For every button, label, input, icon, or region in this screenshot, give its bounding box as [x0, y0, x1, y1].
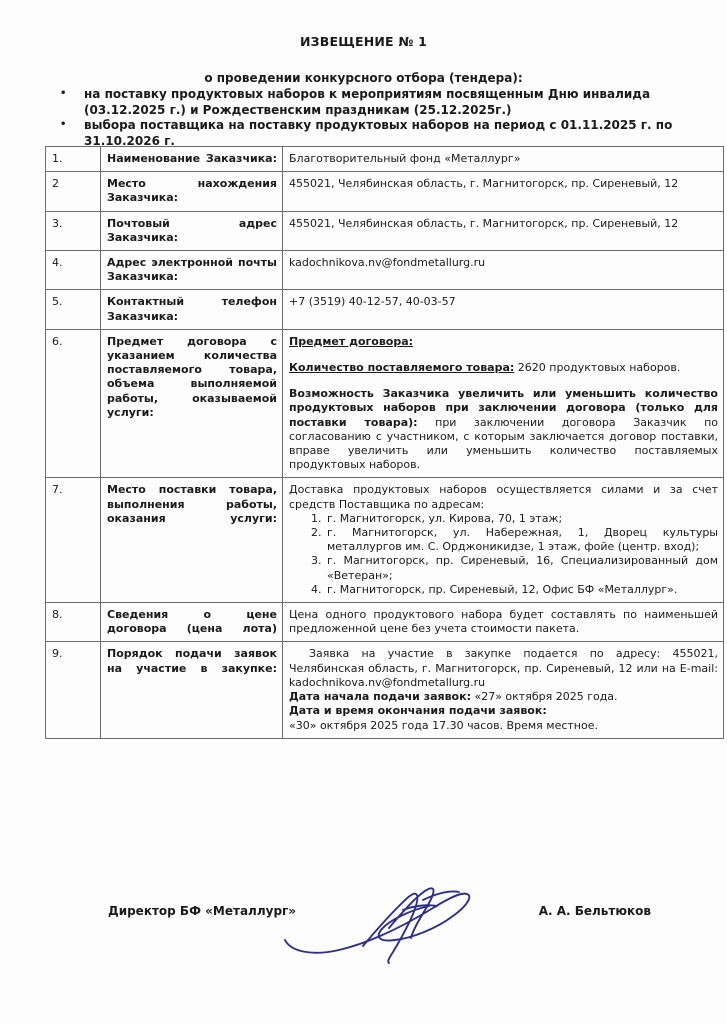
option-heading: Возможность Заказчика увеличить или уменьшить количество продуктовых наборов при заключении договора (только для поставки товара):: [289, 387, 718, 429]
table-row: [46, 172, 724, 211]
list-item: 2. г. Магнитогорск, ул. Набережная, 1, Дворец культуры металлургов им. С. Орджоникидзе, 1 этаж, фойе (центр. вход);: [325, 526, 718, 554]
row-value: Цена одного продуктового набора будет составлять по наименьшей предложенной цене без учета стоимости пакета.: [283, 603, 724, 642]
list-item: 4. г. Магнитогорск, пр. Сиреневый, 12, Офис БФ «Металлург».: [325, 583, 718, 597]
row-value: [283, 642, 724, 738]
delivery-intro: Доставка продуктовых наборов осуществляется силами и за счет средств Поставщика по адресам:: [289, 483, 718, 511]
row-label: Наименование Заказчика:: [101, 147, 283, 172]
quantity-value: 2620 продуктовых наборов.: [514, 361, 681, 375]
page-title: ИЗВЕЩЕНИЕ № 1: [299, 34, 428, 49]
list-item: • выбора поставщика на поставку продуктовых наборов на период с 01.11.2025 г. по 31.10.2026 г.: [70, 118, 687, 149]
row-value: kadochnikova.nv@fondmetallurg.ru: [283, 251, 724, 290]
row-number: 8.: [46, 603, 101, 642]
end-date-label: Дата и время окончания подачи заявок:: [289, 704, 547, 718]
option-text: при заключении договора Заказчик по согласованию с участником, с которым заключается договор поставки, вправе увеличить или уменьшить количество поставляемых продуктовых наборов.: [289, 415, 719, 472]
row-value: [283, 478, 724, 603]
row-value: [283, 329, 724, 478]
row-number: 3.: [46, 211, 101, 250]
row-value: 455021, Челябинская область, г. Магнитогорск, пр. Сиреневый, 12: [283, 211, 724, 250]
table-row: [46, 147, 724, 172]
row-label: Сведения о цене договора (цена лота): [101, 603, 283, 642]
signatory-name: А. А. Бельтюков: [538, 904, 651, 918]
subject-heading: Предмет договора:: [289, 334, 414, 348]
table-row: [46, 642, 724, 738]
row-value: 455021, Челябинская область, г. Магнитогорск, пр. Сиреневый, 12: [283, 172, 724, 211]
row-label: Предмет договора с указанием количества поставляемого товара, объема выполняемой работы, оказываемой услуги:: [101, 329, 283, 478]
row-value: Благотворительный фонд «Металлург»: [283, 147, 724, 172]
application-intro: Заявка на участие в закупке подается по адресу: 455021, Челябинская область, г. Магнитогорск, пр. Сиреневый, 12 или на E-mail: kadochnikova.nv@fondmetallurg.ru: [289, 647, 718, 689]
table-row: [46, 603, 724, 642]
row-label: Место нахождения Заказчика:: [101, 172, 283, 211]
document-subtitle: о проведении конкурсного отбора (тендера):: [204, 71, 523, 85]
notice-details-table: [45, 146, 724, 739]
start-date-label: Дата начала подачи заявок:: [289, 690, 471, 704]
document-bullet-list: [0, 87, 727, 149]
signatory-position: Директор БФ «Металлург»: [108, 904, 297, 918]
signature-block: [45, 898, 687, 938]
start-date-value: «27» октября 2025 года.: [470, 690, 618, 704]
end-date-value: «30» октября 2025 года 17.30 часов. Время местное.: [289, 718, 598, 732]
quantity-heading: Количество поставляемого товара:: [289, 361, 515, 375]
list-item: 3. г. Магнитогорск, пр. Сиреневый, 16, Специализированный дом «Ветеран»;: [325, 554, 718, 582]
row-label: Адрес электронной почты Заказчика:: [101, 251, 283, 290]
spacer: [289, 349, 718, 361]
table-row: [46, 211, 724, 250]
table-row: [46, 290, 724, 329]
row-number: 7.: [46, 478, 101, 603]
row-number: 2: [46, 172, 101, 211]
list-item: 1. г. Магнитогорск, ул. Кирова, 70, 1 этаж;: [325, 512, 718, 526]
row-value: +7 (3519) 40-12-57, 40-03-57: [283, 290, 724, 329]
start-date-line: [289, 690, 718, 704]
table-row: [46, 478, 724, 603]
row-number: 9.: [46, 642, 101, 738]
spacer: [289, 375, 718, 387]
row-label: Контактный телефон Заказчика:: [101, 290, 283, 329]
row-label: Порядок подачи заявок на участие в закупке:: [101, 642, 283, 738]
row-number: 4.: [46, 251, 101, 290]
table-row: [46, 251, 724, 290]
row-number: 1.: [46, 147, 101, 172]
delivery-address-list: [309, 512, 718, 597]
table-row: [46, 329, 724, 478]
signature-icon: [277, 876, 537, 966]
row-number: 6.: [46, 329, 101, 478]
row-label: Почтовый адрес Заказчика:: [101, 211, 283, 250]
row-number: 5.: [46, 290, 101, 329]
row-label: Место поставки товара, выполнения работы, оказания услуги:: [101, 478, 283, 603]
list-item: • на поставку продуктовых наборов к мероприятиям посвященным Дню инвалида (03.12.2025 г.) и Рождественским праздникам (25.12.2025г.): [70, 87, 687, 118]
